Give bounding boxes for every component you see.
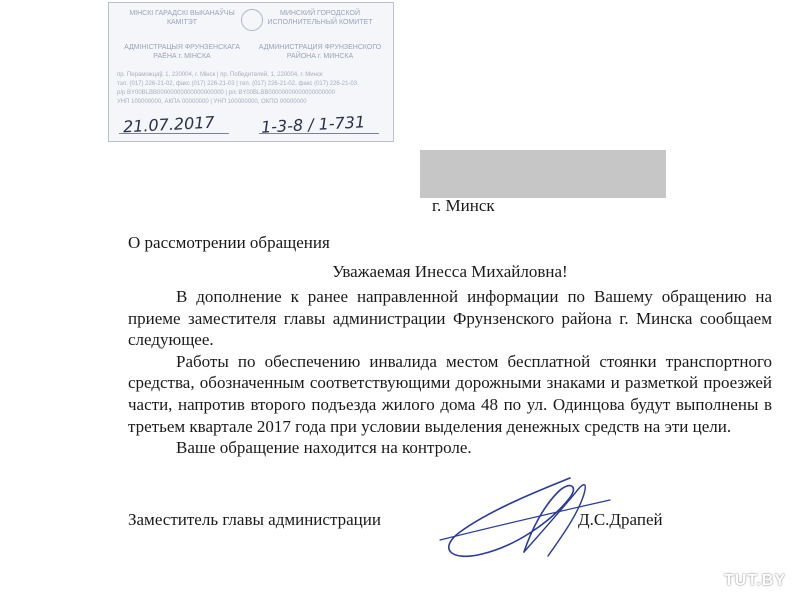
- body-paragraph: В дополнение к ранее направленной информации по Вашему обращению на приеме заместителя главы администрации Фрунзенского района г. Минска сообщаем следующее.: [128, 287, 772, 350]
- address-line: р/р BY00BLBB00000000000000000000 | р/с BY00BLBB00000000000000000000: [117, 90, 336, 96]
- signer-name: Д.С.Драпей: [578, 510, 663, 529]
- letterhead-left-subtitle: АДМІНІСТРАЦЫЯ ФРУНЗЕНСКАГА РАЁНА г. МІНСКА: [124, 44, 240, 60]
- handwritten-date: 21.07.2017: [122, 112, 216, 137]
- letter-subject: О рассмотрении обращения: [128, 233, 330, 252]
- handwritten-reference-number: 1-3-8 / 1-731: [260, 112, 366, 137]
- letterhead-right-title: МИНСКИЙ ГОРОДСКОЙ ИСПОЛНИТЕЛЬНЫЙ КОМИТЕТ: [267, 10, 373, 26]
- letterhead-address: [117, 71, 383, 107]
- city-line: г. Минск: [432, 196, 495, 215]
- address-line: УНП 100000000, АКПА 00000000 | УНП 100000000, ОКПО 00000000: [117, 99, 307, 105]
- address-line: тэл. (017) 226-21-02, факс (017) 226-21-03 | тел. (017) 226-21-02, факс (017) 226-21-03: [117, 81, 358, 87]
- body-paragraph: Работы по обеспечению инвалида местом бесплатной стоянки транспортного средства, обозначенным соответствующими дорожными знаками и разметкой проезжей части, напротив второго подъезда жилого дома 48 по ул. Одинцова будут выполнены в третьем квартале 2017 года при условии выделения денежных средств на эти цели.: [128, 351, 772, 436]
- letter-body: [128, 286, 772, 459]
- letter-greeting: Уважаемая Инесса Михайловна!: [332, 262, 568, 281]
- body-paragraph: Ваше обращение находится на контроле.: [176, 438, 472, 458]
- letterhead-stamp: [108, 2, 394, 142]
- signer-position: Заместитель главы администрации: [128, 510, 381, 529]
- redacted-address-block: [420, 150, 666, 198]
- address-line: пр. Пераможцаў, 1, 220004, г. Мінск | пр. Победителей, 1, 220004, г. Минск: [117, 72, 323, 78]
- site-watermark: TUT.BY: [724, 572, 786, 589]
- letterhead-right-subtitle: АДМИНИСТРАЦИЯ ФРУНЗЕНСКОГО РАЙОНА г. МИНСКА: [258, 44, 382, 60]
- letterhead-left-title: МІНСКІ ГАРАДСКІ ВЫКАНАЎЧЫ КАМІТЭТ: [129, 10, 235, 26]
